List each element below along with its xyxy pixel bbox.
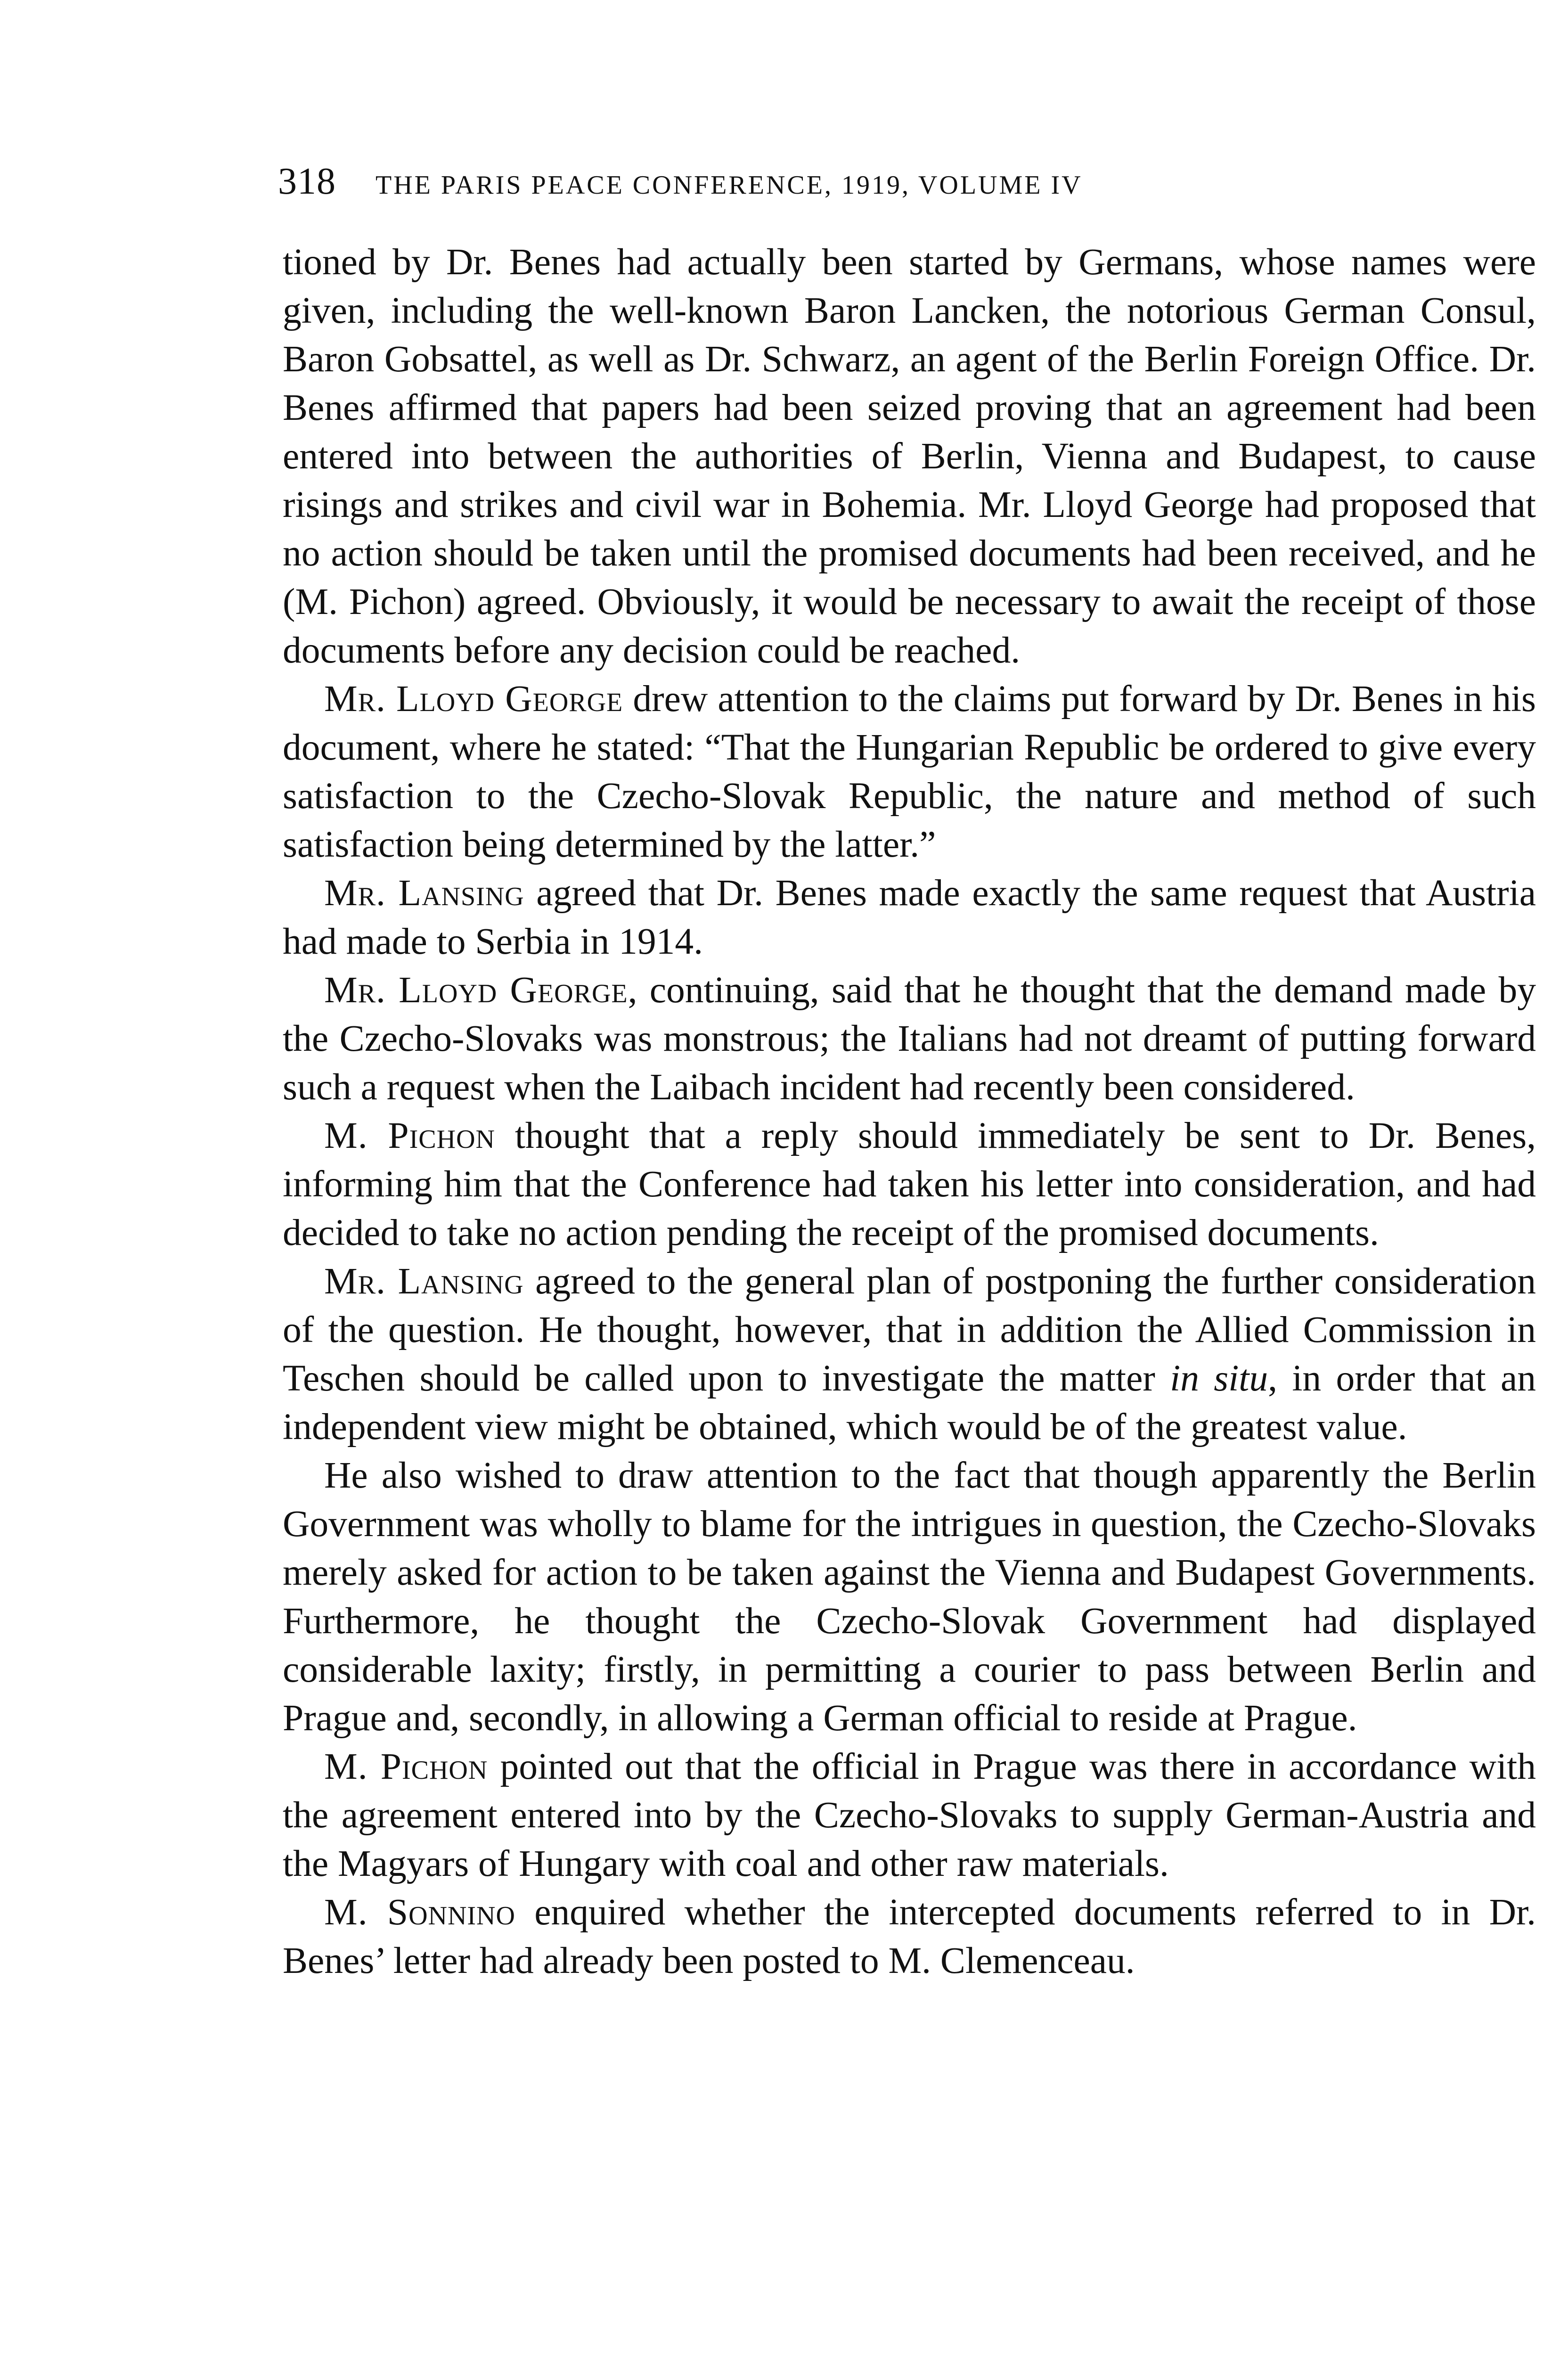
paragraph-2	[283, 675, 1536, 869]
paragraph-text: pointed out that the official in Prague was there in accordance with the agreement entered into by the Czecho-Slovaks to supply German-Austria and the Magyars of Hungary with coal and other raw materials.	[283, 1746, 1536, 1884]
paragraph-text: tioned by Dr. Benes had actually been started by Germans, whose names were given, including the well-known Baron Lancken, the notorious German Consul, Baron Gobsattel, as well as Dr. Schwarz, an agent of the Berlin Foreign Office. Dr. Benes affirmed that papers had been seized proving that an agreement had been entered into between the authorities of Berlin, Vienna and Budapest, to cause risings and strikes and civil war in Bohemia. Mr. Lloyd George had proposed that no action should be taken until the promised documents had been received, and he (M. Pichon) agreed. Obviously, it would be necessary to await the receipt of those documents before any decision could be reached.	[283, 241, 1536, 671]
speaker-name: M. Sonnino	[324, 1891, 515, 1933]
running-title: THE PARIS PEACE CONFERENCE, 1919, VOLUME IV	[376, 171, 1083, 200]
page-number: 318	[278, 161, 336, 202]
paragraph-5	[283, 1112, 1536, 1257]
paragraph-4	[283, 966, 1536, 1112]
running-head	[278, 160, 1550, 212]
body-text	[283, 238, 1536, 1985]
paragraph-text: thought that a reply should immediately be sent to Dr. Benes, informing him that the Conference had taken his letter into consideration, and had decided to take no action pending the receipt of the promised documents.	[283, 1115, 1536, 1253]
speaker-name: Mr. Lansing	[324, 872, 524, 914]
paragraph-1	[283, 238, 1536, 675]
paragraph-text: agreed to the general plan of postponing the further consideration of the question. He thought, however, that in addition the Allied Commission in Teschen should be called upon to investigate the matter	[283, 1260, 1536, 1399]
speaker-name: M. Pichon	[324, 1746, 488, 1787]
paragraph-8	[283, 1742, 1536, 1888]
paragraph-text: He also wished to draw attention to the fact that though apparently the Berlin Government was wholly to blame for the intrigues in question, the Czecho-Slovaks merely asked for action to be taken against the Vienna and Budapest Governments. Furthermore, he thought the Czecho-Slovak Government had displayed considerable laxity; firstly, in permitting a courier to pass between Berlin and Prague and, secondly, in allowing a German official to reside at Prague.	[283, 1455, 1536, 1739]
paragraph-7	[283, 1451, 1536, 1742]
italic-phrase: in situ	[1170, 1358, 1268, 1399]
paragraph-text: , continuing, said that he thought that the demand made by the Czecho-Slovaks was monstrous; the Italians had not dreamt of putting forward such a request when the Laibach incident had recently been considered.	[283, 969, 1536, 1108]
paragraph-text: drew attention to the claims put forward by Dr. Benes in his document, where he stated: “That the Hungarian Republic be ordered to give every satisfaction to the Czecho-Slovak Republic, the nature and method of such satisfaction being determined by the latter.”	[283, 678, 1536, 865]
paragraph-9	[283, 1888, 1536, 1985]
paragraph-3	[283, 869, 1536, 966]
speaker-name: Mr. Lloyd George	[324, 969, 628, 1011]
paragraph-text: enquired whether the intercepted documents referred to in Dr. Benes’ letter had already been posted to M. Clemenceau.	[283, 1891, 1536, 1981]
speaker-name: M. Pichon	[324, 1115, 495, 1156]
paragraph-text: agreed that Dr. Benes made exactly the same request that Austria had made to Serbia in 1914.	[283, 872, 1536, 962]
paragraph-text: , in order that an independent view might be obtained, which would be of the greatest value.	[283, 1358, 1536, 1448]
speaker-name: Mr. Lloyd George	[324, 678, 623, 720]
speaker-name: Mr. Lansing	[324, 1260, 524, 1302]
paragraph-6	[283, 1257, 1536, 1451]
